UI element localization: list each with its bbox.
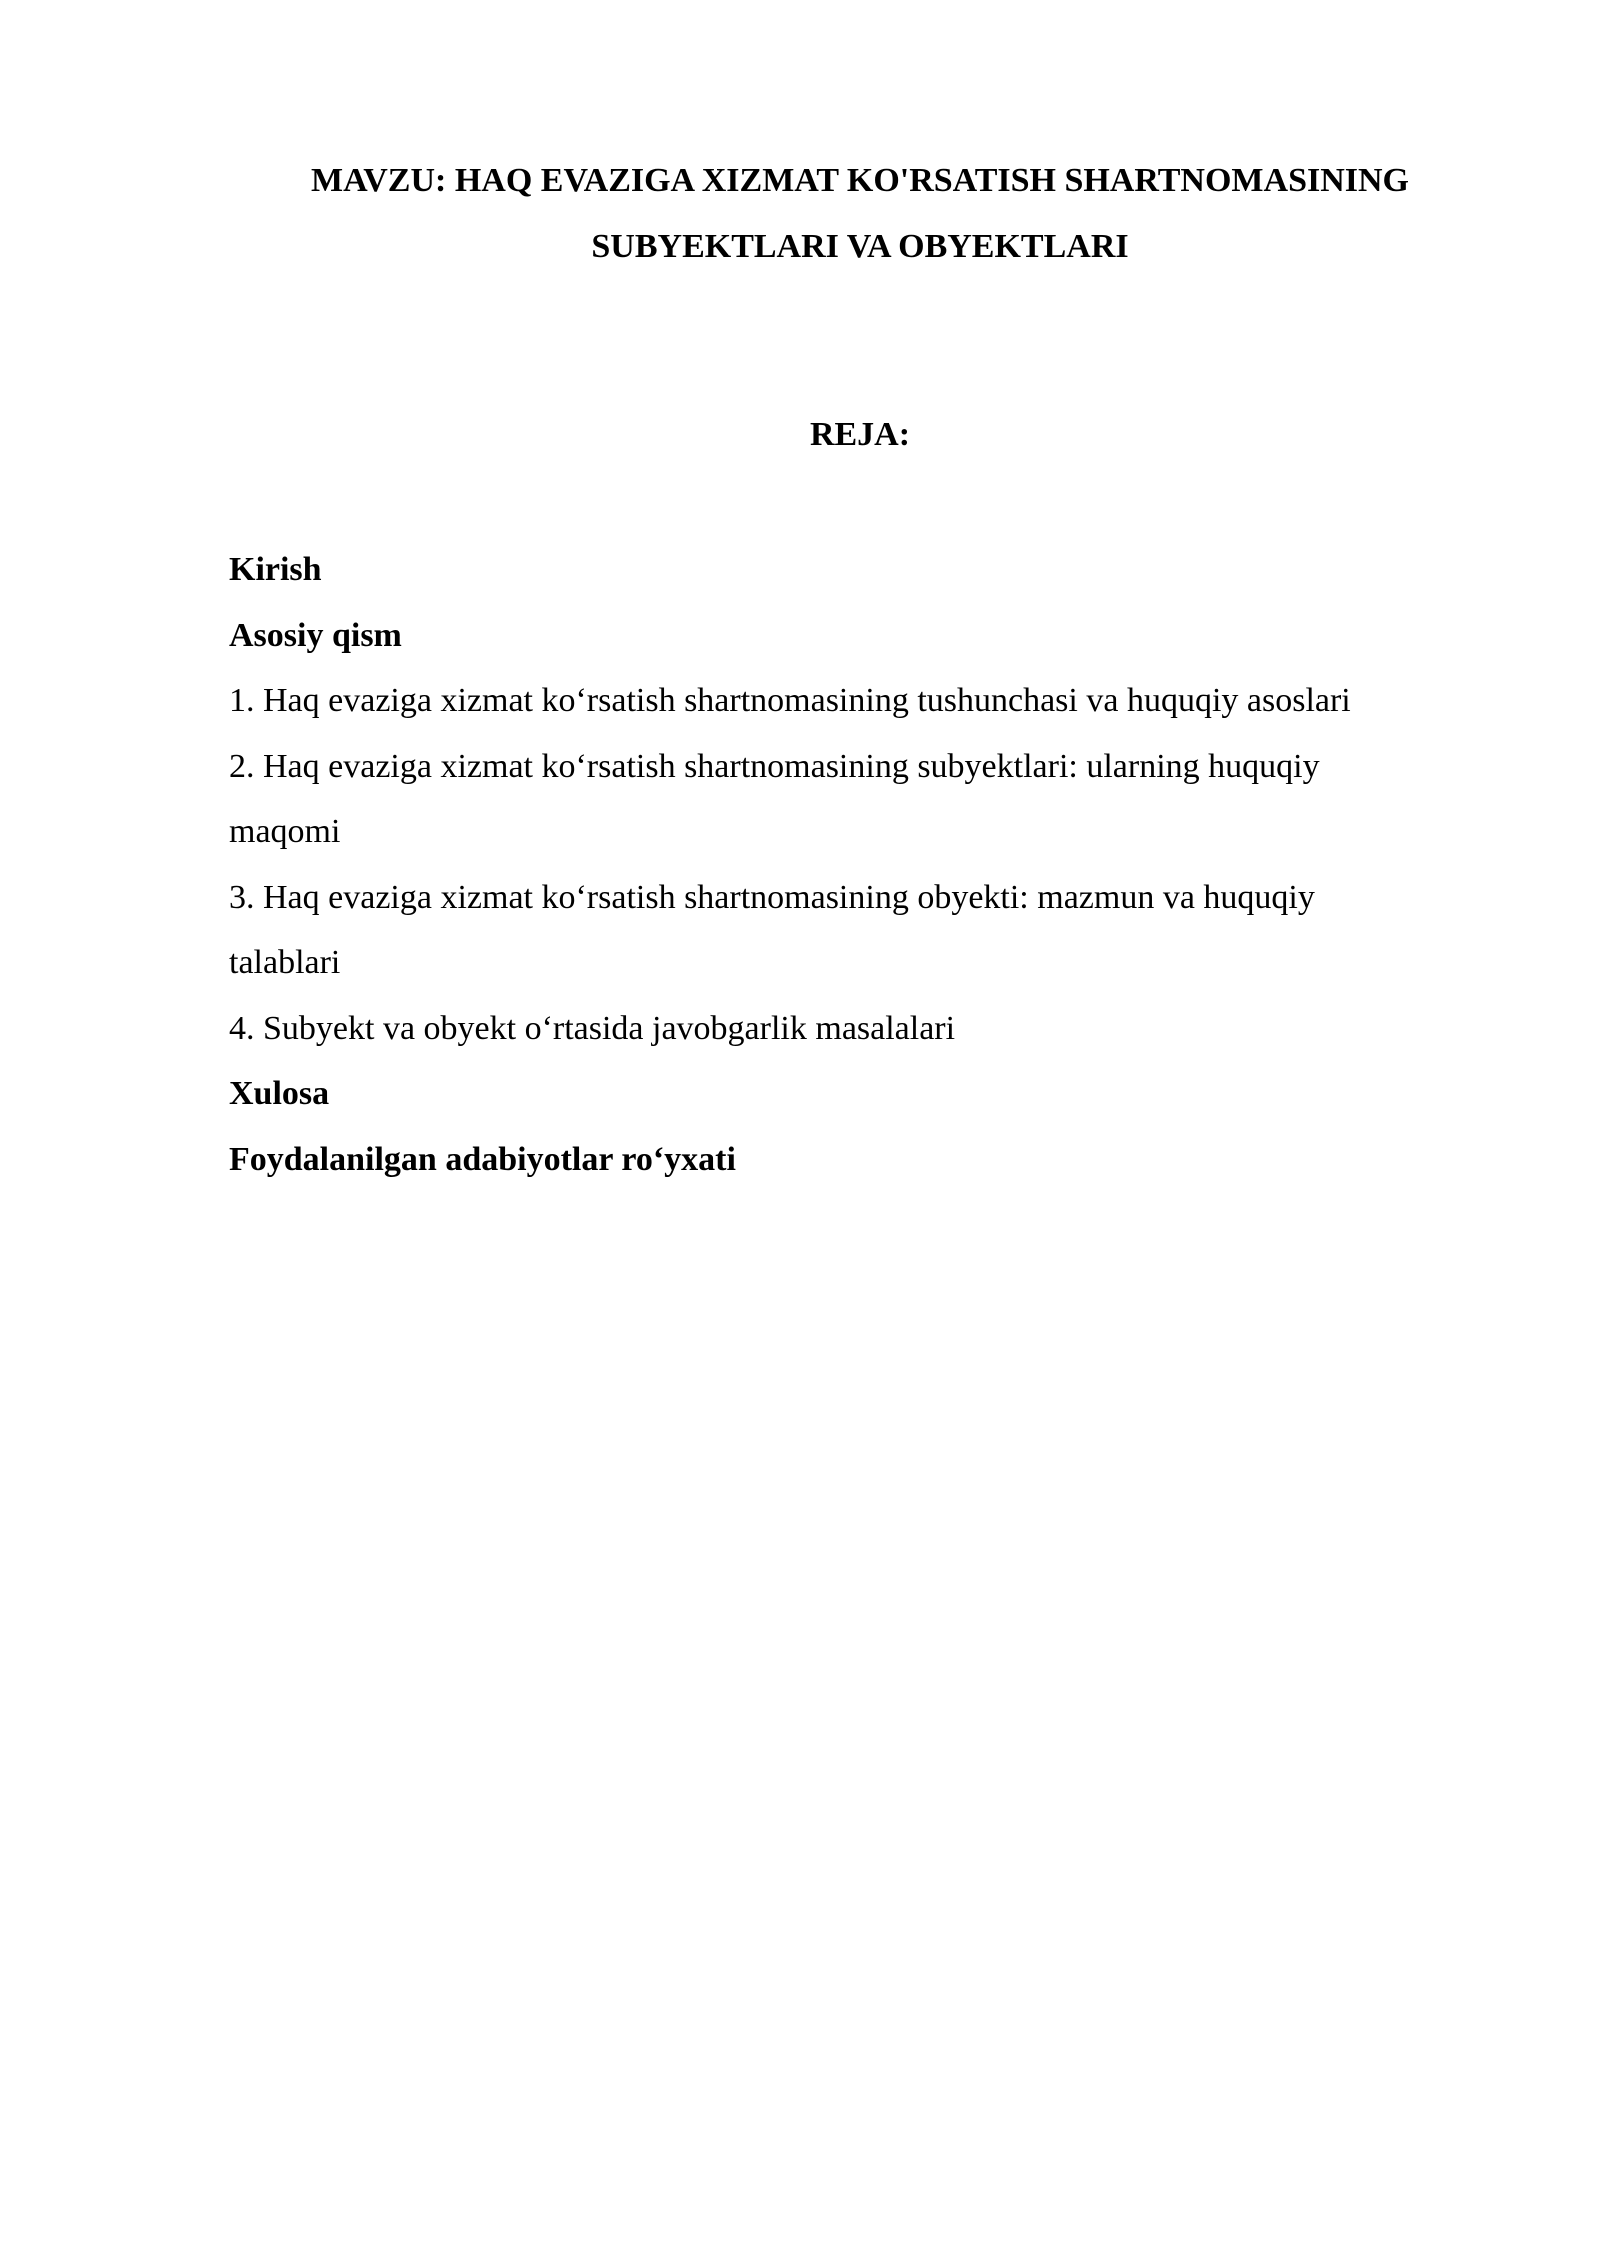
plan-item-intro: Kirish [229, 551, 322, 588]
plan-item-1: 1. Haq evaziga xizmat ko‘rsatish shartnomasining tushunchasi va huquqiy asoslari [229, 682, 1351, 719]
plan-item-4: 4. Subyekt va obyekt o‘rtasida javobgarlik masalalari [229, 1009, 956, 1047]
document-title-line-1: MAVZU: HAQ EVAZIGA XIZMAT KO'RSATISH SHARTNOMASINING [310, 162, 1409, 199]
plan-item-2-line-2: maqomi [229, 813, 341, 850]
plan-item-3-line-1: 3. Haq evaziga xizmat ko‘rsatish shartnomasining obyekti: mazmun va huquqiy [229, 878, 1315, 916]
plan-heading: REJA: [809, 416, 911, 453]
plan-item-2-line-1: 2. Haq evaziga xizmat ko‘rsatish shartnomasining subyektlari: ularning huquqiy [229, 747, 1320, 785]
plan-list [229, 537, 1529, 1192]
plan-item-3-line-2: talablari [229, 944, 341, 981]
plan-item-references: Foydalanilgan adabiyotlar ro‘yxati [229, 1140, 736, 1178]
plan-item-main-part: Asosiy qism [229, 616, 402, 654]
document-title-line-2: SUBYEKTLARI VA OBYEKTLARI [591, 228, 1129, 265]
plan-item-conclusion: Xulosa [229, 1075, 330, 1112]
document-title [160, 148, 1560, 280]
